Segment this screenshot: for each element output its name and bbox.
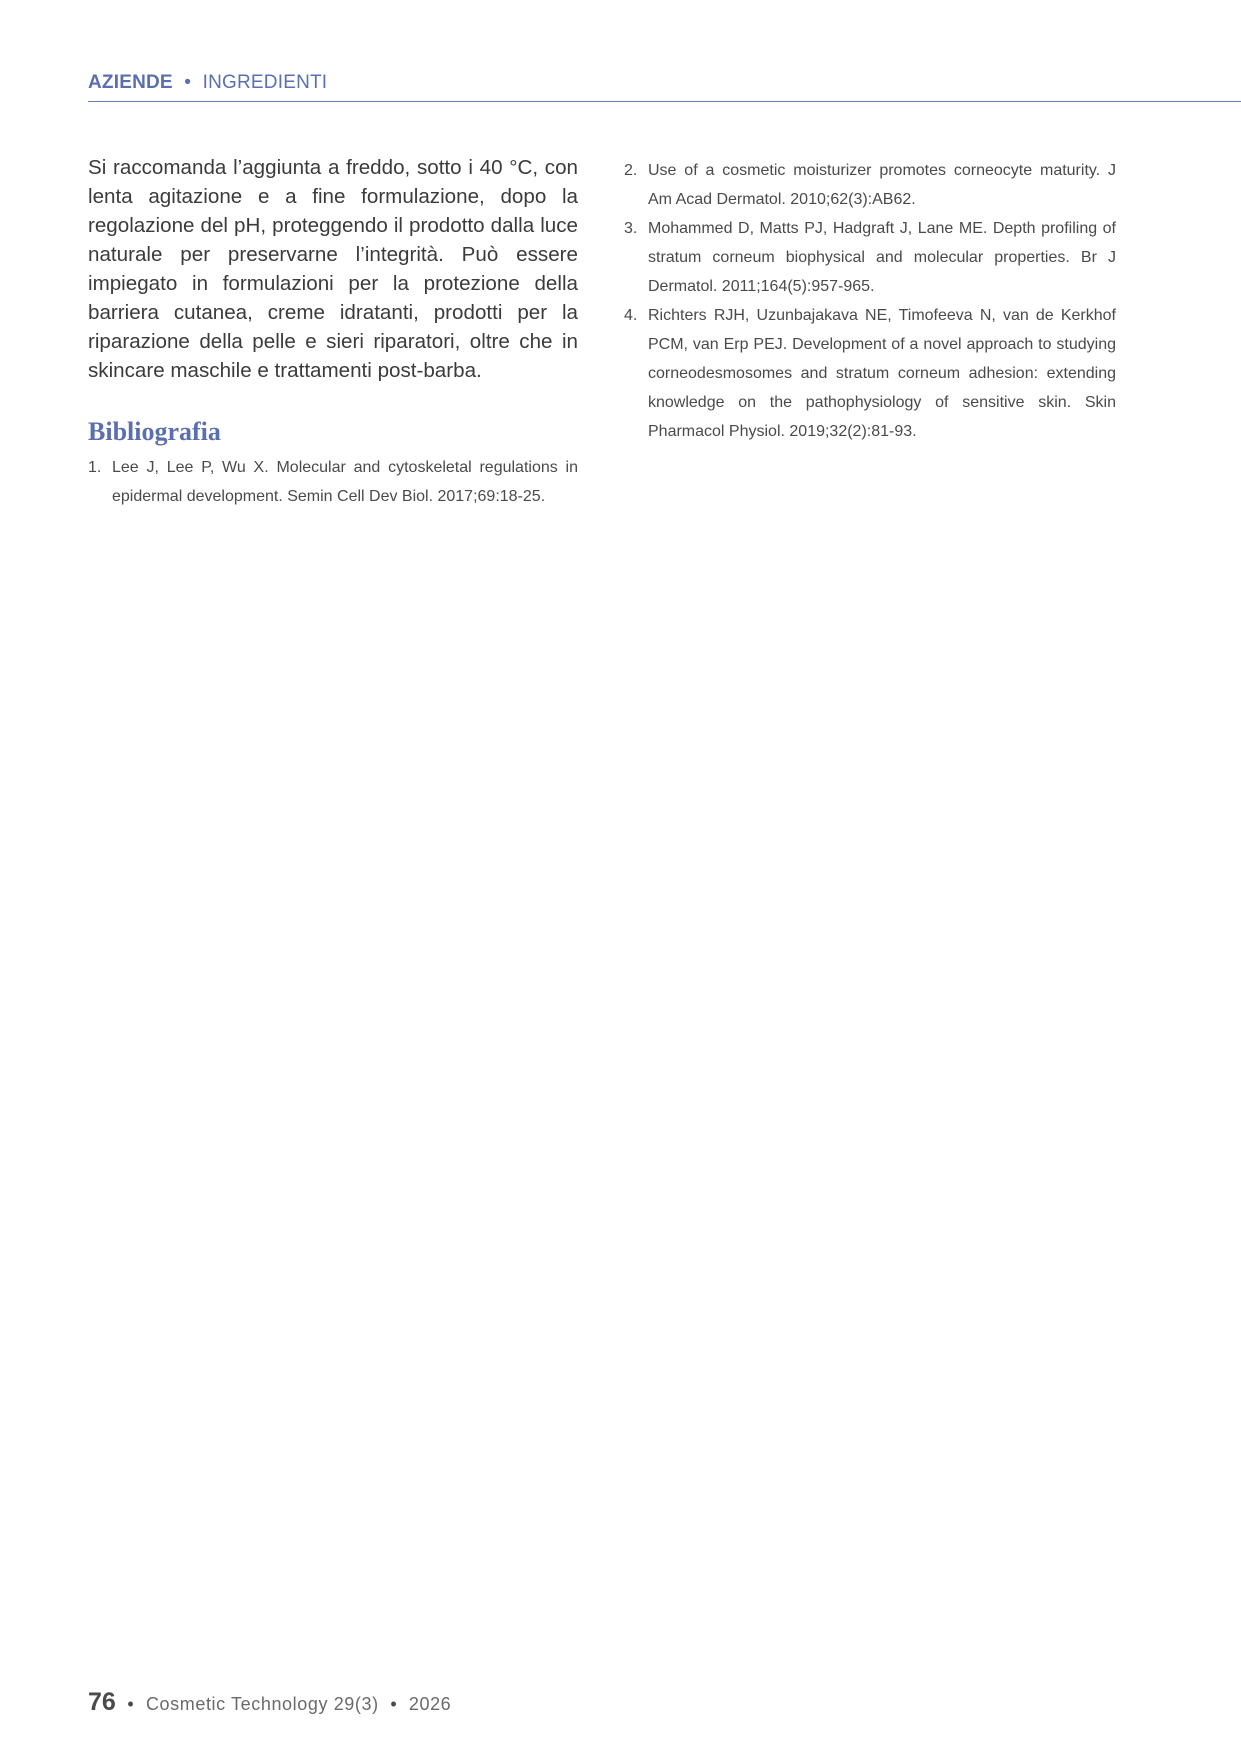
reference-item bbox=[624, 214, 1116, 301]
reference-item bbox=[88, 453, 578, 511]
reference-number: 4. bbox=[624, 307, 638, 324]
reference-list-left bbox=[88, 453, 578, 511]
page-number: 76 bbox=[88, 1688, 116, 1716]
reference-text: Lee J, Lee P, Wu X. Molecular and cytoskeletal regulations in epidermal development. Semin Cell Dev Biol. 2017;69:18-25. bbox=[112, 459, 578, 505]
bibliography-heading: Bibliografia bbox=[88, 417, 221, 446]
right-column bbox=[624, 156, 1116, 446]
body-paragraph: Si raccomanda l’aggiunta a freddo, sotto i 40 °C, con lenta agitazione e a fine formulazione, dopo la regolazione del pH, proteggendo il prodotto dalla luce naturale per preservarne l’integrità. Può essere impiegato in formulazioni per la protezione della barriera cutanea, creme idratanti, prodotti per la riparazione della pelle e sieri riparatori, oltre che in skincare maschile e trattamenti post-barba. bbox=[88, 156, 578, 382]
journal-year: 2026 bbox=[408, 1694, 452, 1714]
header-divider bbox=[88, 101, 1241, 102]
footer-separator: • bbox=[390, 1694, 398, 1714]
header-subsection: INGREDIENTI bbox=[202, 72, 328, 93]
journal-name: Cosmetic Technology 29(3) bbox=[145, 1694, 379, 1714]
reference-number: 2. bbox=[624, 162, 638, 179]
running-header bbox=[88, 72, 327, 94]
reference-item bbox=[624, 301, 1116, 446]
reference-text: Mohammed D, Matts PJ, Hadgraft J, Lane ME. Depth profiling of stratum corneum biophysical and molecular properties. Br J Dermatol. 2011;164(5):957-965. bbox=[648, 220, 1116, 295]
reference-list-right bbox=[624, 156, 1116, 446]
reference-number: 1. bbox=[88, 459, 102, 476]
header-section: AZIENDE bbox=[88, 72, 173, 93]
reference-text: Use of a cosmetic moisturizer promotes corneocyte maturity. J Am Acad Dermatol. 2010;62(3):AB62. bbox=[648, 162, 1116, 208]
reference-item bbox=[624, 156, 1116, 214]
left-column bbox=[88, 153, 578, 511]
header-separator: • bbox=[184, 72, 192, 93]
reference-text: Richters RJH, Uzunbajakava NE, Timofeeva N, van de Kerkhof PCM, van Erp PEJ. Development of a novel approach to studying corneodesmosomes and stratum corneum adhesion: extending knowledge on the pathophysiology of sensitive skin. Skin Pharmacol Physiol. 2019;32(2):81-93. bbox=[648, 307, 1116, 440]
footer-separator: • bbox=[127, 1694, 135, 1714]
page-footer bbox=[88, 1688, 451, 1717]
reference-number: 3. bbox=[624, 220, 638, 237]
